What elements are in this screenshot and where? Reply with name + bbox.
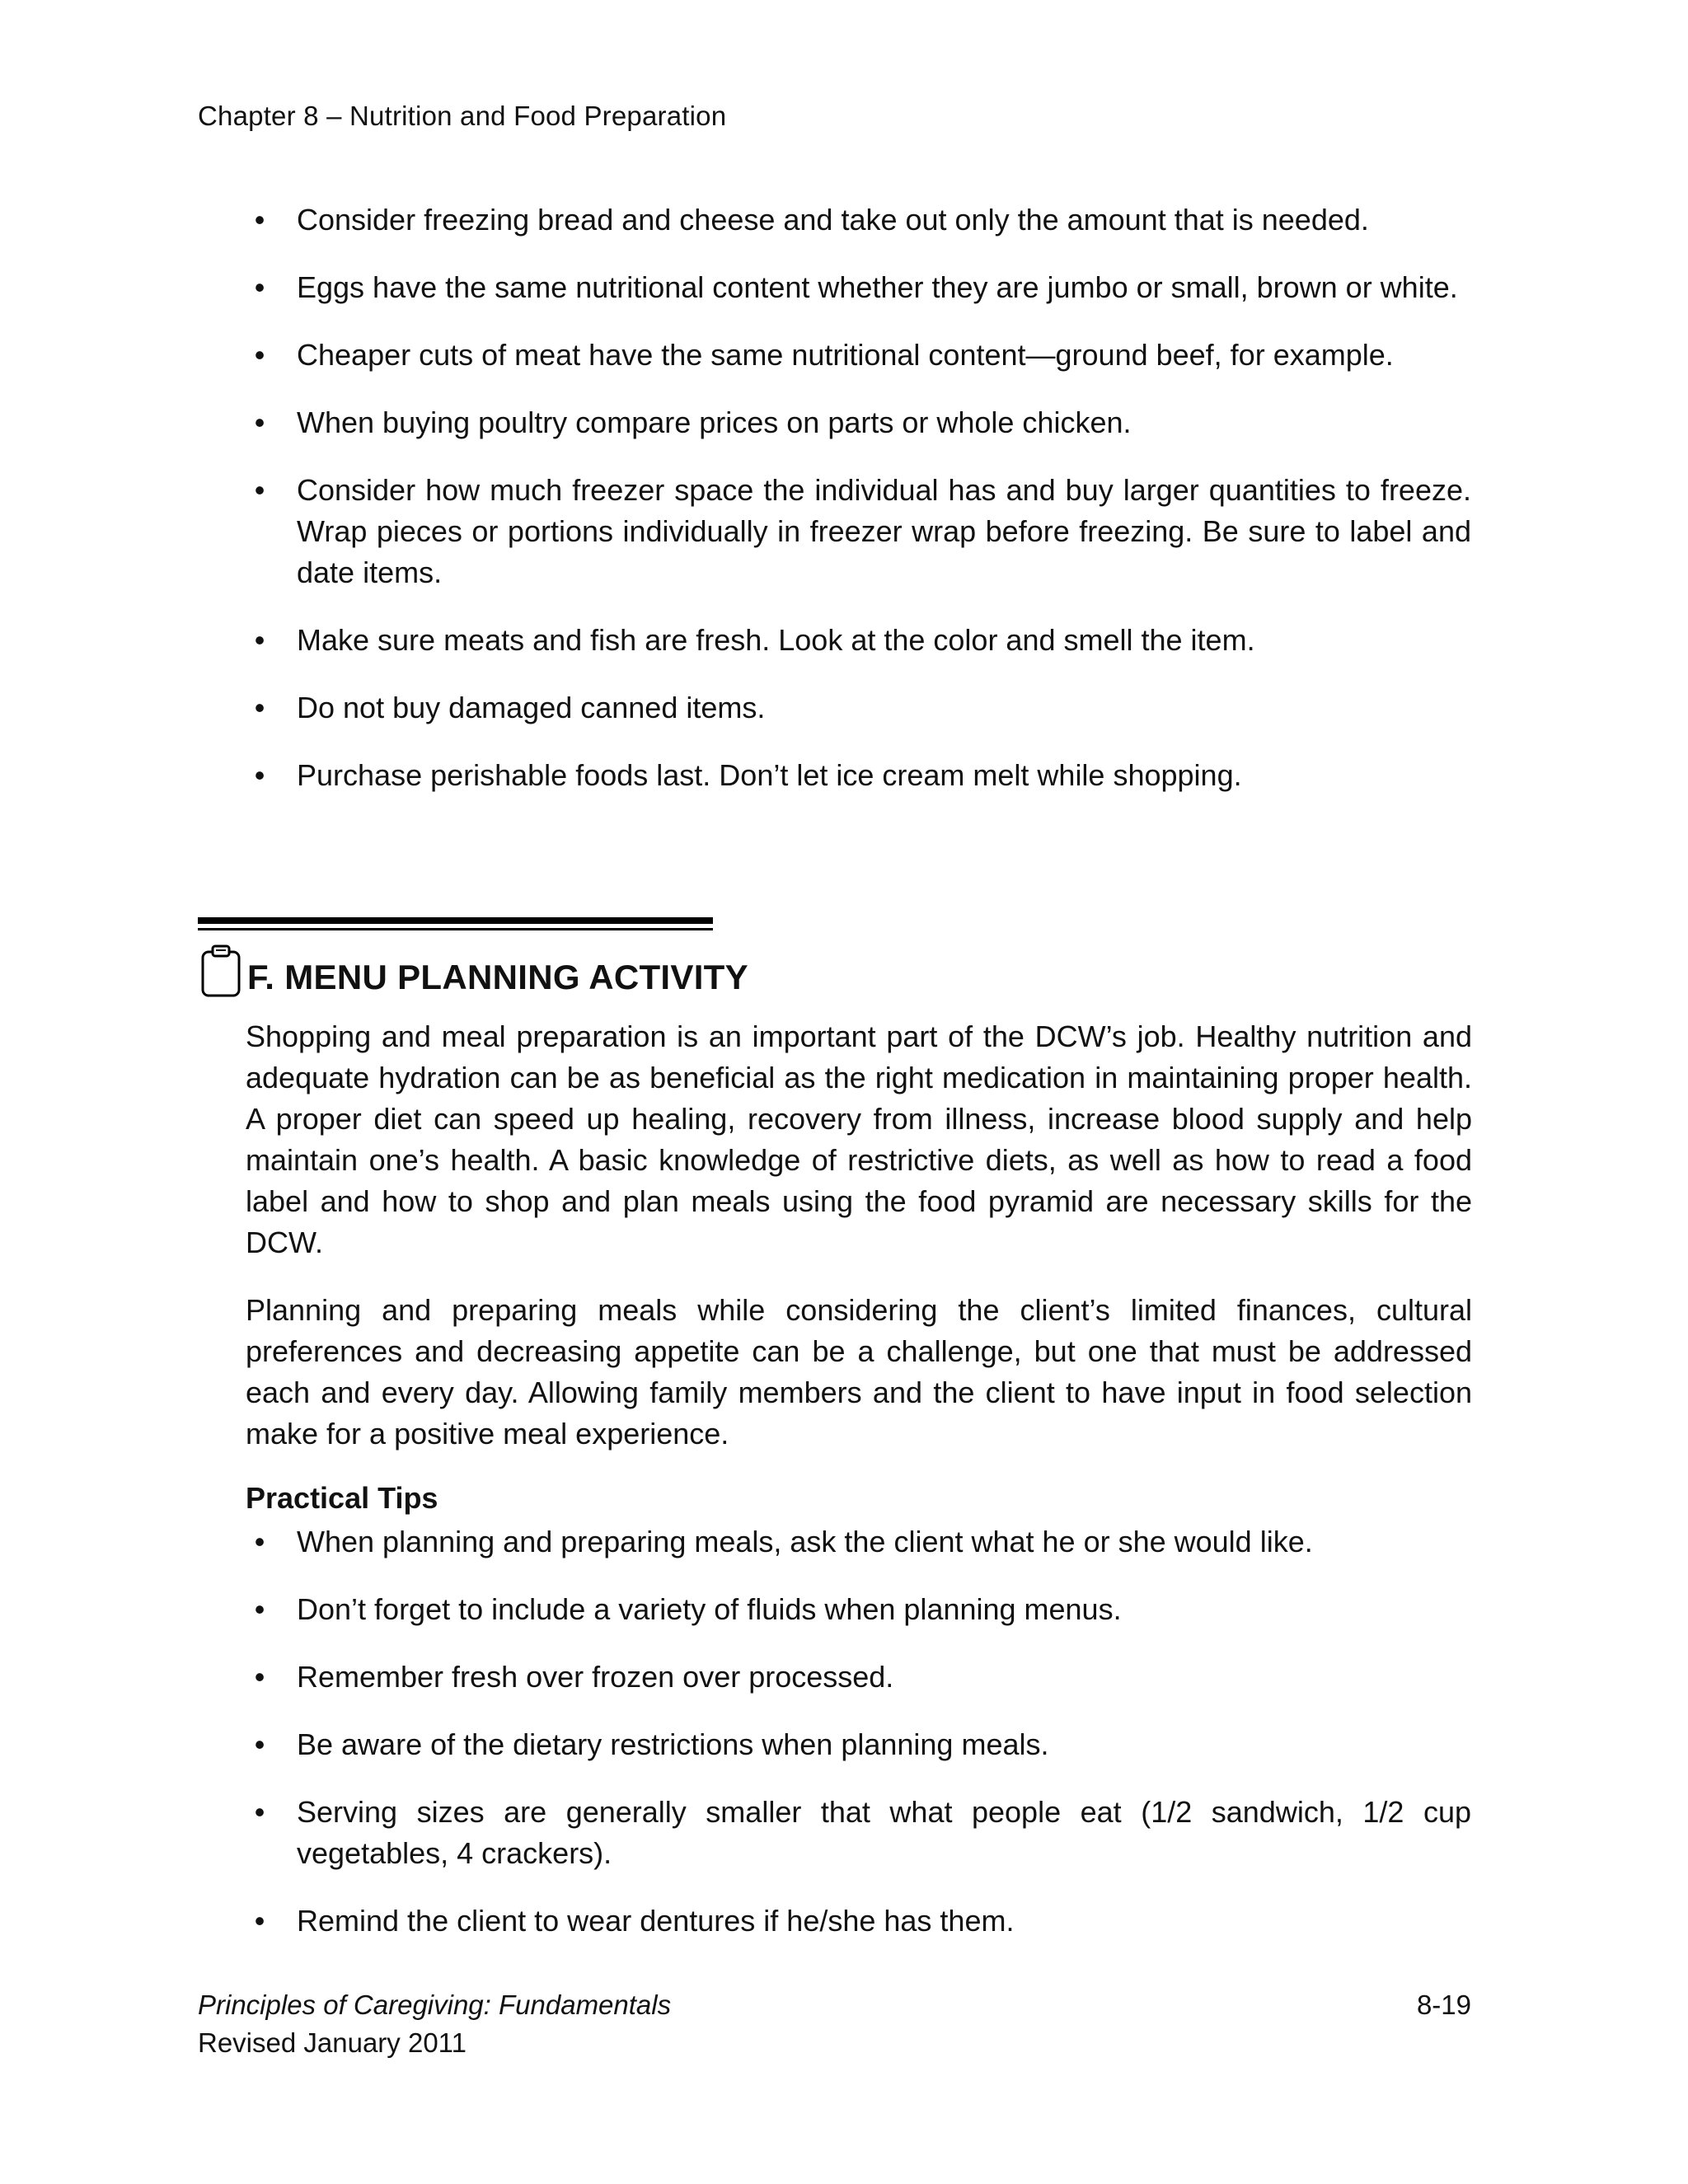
shopping-tips-list <box>247 199 1471 823</box>
bullet-icon: • <box>254 1727 265 1761</box>
practical-tips-heading: Practical Tips <box>246 1481 438 1515</box>
list-item: • Consider how much freezer space the individual has and buy larger quantities to freeze. Wrap pieces or portions individually in freezer wrap before freezing. Be sure to label and date items. <box>247 470 1471 593</box>
list-item: • Cheaper cuts of meat have the same nutritional content—ground beef, for example. <box>247 335 1471 376</box>
intro-paragraph: Shopping and meal preparation is an important part of the DCW’s job. Healthy nutrition and adequate hydration can be as beneficial as the right medication in maintaining proper health. A proper diet can speed up healing, recovery from illness, increase blood supply and help maintain one’s health. A basic knowledge of restrictive diets, as well as how to read a food label and how to shop and plan meals using the food pyramid are necessary skills for the DCW. <box>246 1019 1472 1259</box>
bullet-icon: • <box>254 691 265 724</box>
list-item: • When planning and preparing meals, ask the client what he or she would like. <box>247 1521 1471 1563</box>
clipboard-icon <box>200 944 241 998</box>
bullet-icon: • <box>254 405 265 439</box>
list-item: • Serving sizes are generally smaller that what people eat (1/2 sandwich, 1/2 cup vegetables, 4 crackers). <box>247 1792 1471 1874</box>
list-item: • Be aware of the dietary restrictions when planning meals. <box>247 1724 1471 1765</box>
page-number: 8-19 <box>1416 1990 1471 2020</box>
list-item: • Don’t forget to include a variety of fluids when planning menus. <box>247 1589 1471 1630</box>
revision-date: Revised January 2011 <box>198 2027 467 2058</box>
bullet-icon: • <box>254 203 265 237</box>
planning-paragraph: Planning and preparing meals while considering the client’s limited finances, cultural preferences and decreasing appetite can be a challenge, but one that must be addressed each and every day. Allowing family members and the client to have input in food selection make for a positive meal experience. <box>246 1293 1472 1451</box>
bullet-icon: • <box>254 1795 265 1829</box>
list-item: • Purchase perishable foods last. Don’t let ice cream melt while shopping. <box>247 755 1471 796</box>
bullet-icon: • <box>254 1592 265 1626</box>
list-item: • Consider freezing bread and cheese and take out only the amount that is needed. <box>247 199 1471 241</box>
section-divider <box>198 917 713 924</box>
bullet-icon: • <box>254 623 265 657</box>
bullet-icon: • <box>254 338 265 372</box>
page-footer <box>198 1986 671 2062</box>
bullet-icon: • <box>254 1904 265 1938</box>
list-item: • Make sure meats and fish are fresh. Look at the color and smell the item. <box>247 620 1471 661</box>
bullet-icon: • <box>254 1660 265 1694</box>
bullet-icon: • <box>254 270 265 304</box>
practical-tips-list <box>247 1521 1471 1968</box>
section-title: F. MENU PLANNING ACTIVITY <box>247 958 748 996</box>
list-item: • When buying poultry compare prices on parts or whole chicken. <box>247 402 1471 443</box>
bullet-icon: • <box>254 758 265 792</box>
list-item: • Do not buy damaged canned items. <box>247 687 1471 729</box>
list-item: • Remember fresh over frozen over processed. <box>247 1657 1471 1698</box>
bullet-icon: • <box>254 1525 265 1558</box>
section-divider-thin <box>198 928 713 930</box>
list-item: • Remind the client to wear dentures if he/she has them. <box>247 1900 1471 1942</box>
bullet-icon: • <box>254 473 265 507</box>
list-item: • Eggs have the same nutritional content whether they are jumbo or small, brown or white. <box>247 267 1471 308</box>
chapter-header: Chapter 8 – Nutrition and Food Preparation <box>198 101 727 131</box>
book-title: Principles of Caregiving: Fundamentals <box>198 1990 672 2020</box>
